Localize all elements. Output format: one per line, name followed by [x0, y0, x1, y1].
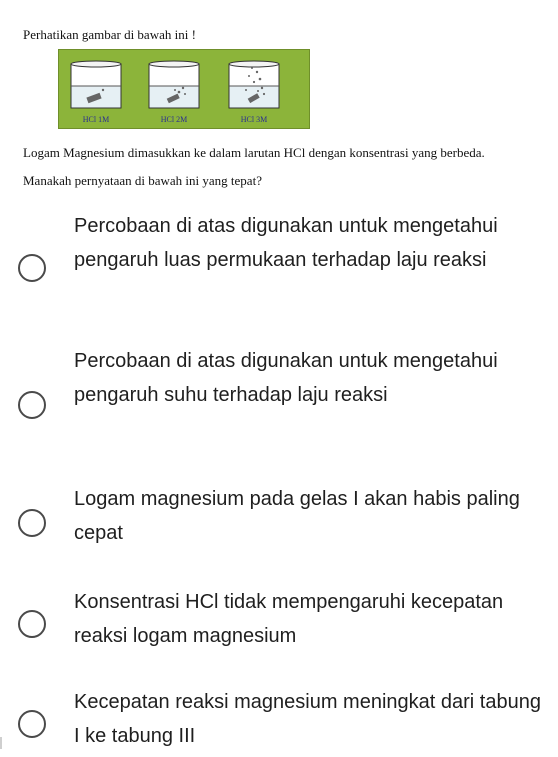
radio-button[interactable]: [18, 254, 46, 282]
experiment-figure: [58, 49, 310, 129]
question-prompt: Manakah pernyataan di bawah ini yang tepat?: [23, 173, 262, 188]
radio-button[interactable]: [18, 509, 46, 537]
beaker-2: [149, 61, 199, 124]
radio-button[interactable]: [18, 391, 46, 419]
answer-option-text: Konsentrasi HCl tidak mempengaruhi kecepatan reaksi logam magnesium: [74, 591, 504, 647]
answer-option-4[interactable]: [0, 585, 558, 665]
radio-button[interactable]: [18, 710, 46, 738]
figure-caption: Logam Magnesium dimasukkan ke dalam larutan HCl dengan konsentrasi yang berbeda.: [23, 145, 485, 160]
beakers-illustration: [59, 50, 309, 128]
answer-option-text: Percobaan di atas digunakan untuk mengetahui pengaruh suhu terhadap laju reaksi: [74, 350, 498, 406]
question-intro: Perhatikan gambar di bawah ini !: [23, 27, 196, 42]
answer-option-text: Kecepatan reaksi magnesium meningkat dari tabung I ke tabung III: [74, 691, 541, 747]
beaker-3: [229, 61, 279, 124]
beaker-label-3: HCl 3M: [240, 115, 268, 124]
answer-option-text: Percobaan di atas digunakan untuk mengetahui pengaruh luas permukaan terhadap laju reaksi: [74, 215, 498, 271]
radio-button[interactable]: [18, 610, 46, 638]
answer-option-5[interactable]: [0, 687, 558, 757]
page-edge-mark: [0, 737, 2, 749]
beaker-1: [71, 61, 121, 124]
answer-option-2[interactable]: [0, 342, 558, 462]
beaker-label-1: HCl 1M: [82, 115, 110, 124]
answer-option-text: Logam magnesium pada gelas I akan habis paling cepat: [74, 488, 520, 544]
beaker-label-2: HCl 2M: [160, 115, 188, 124]
answer-option-3[interactable]: [0, 482, 558, 562]
answer-option-1[interactable]: [0, 207, 558, 327]
